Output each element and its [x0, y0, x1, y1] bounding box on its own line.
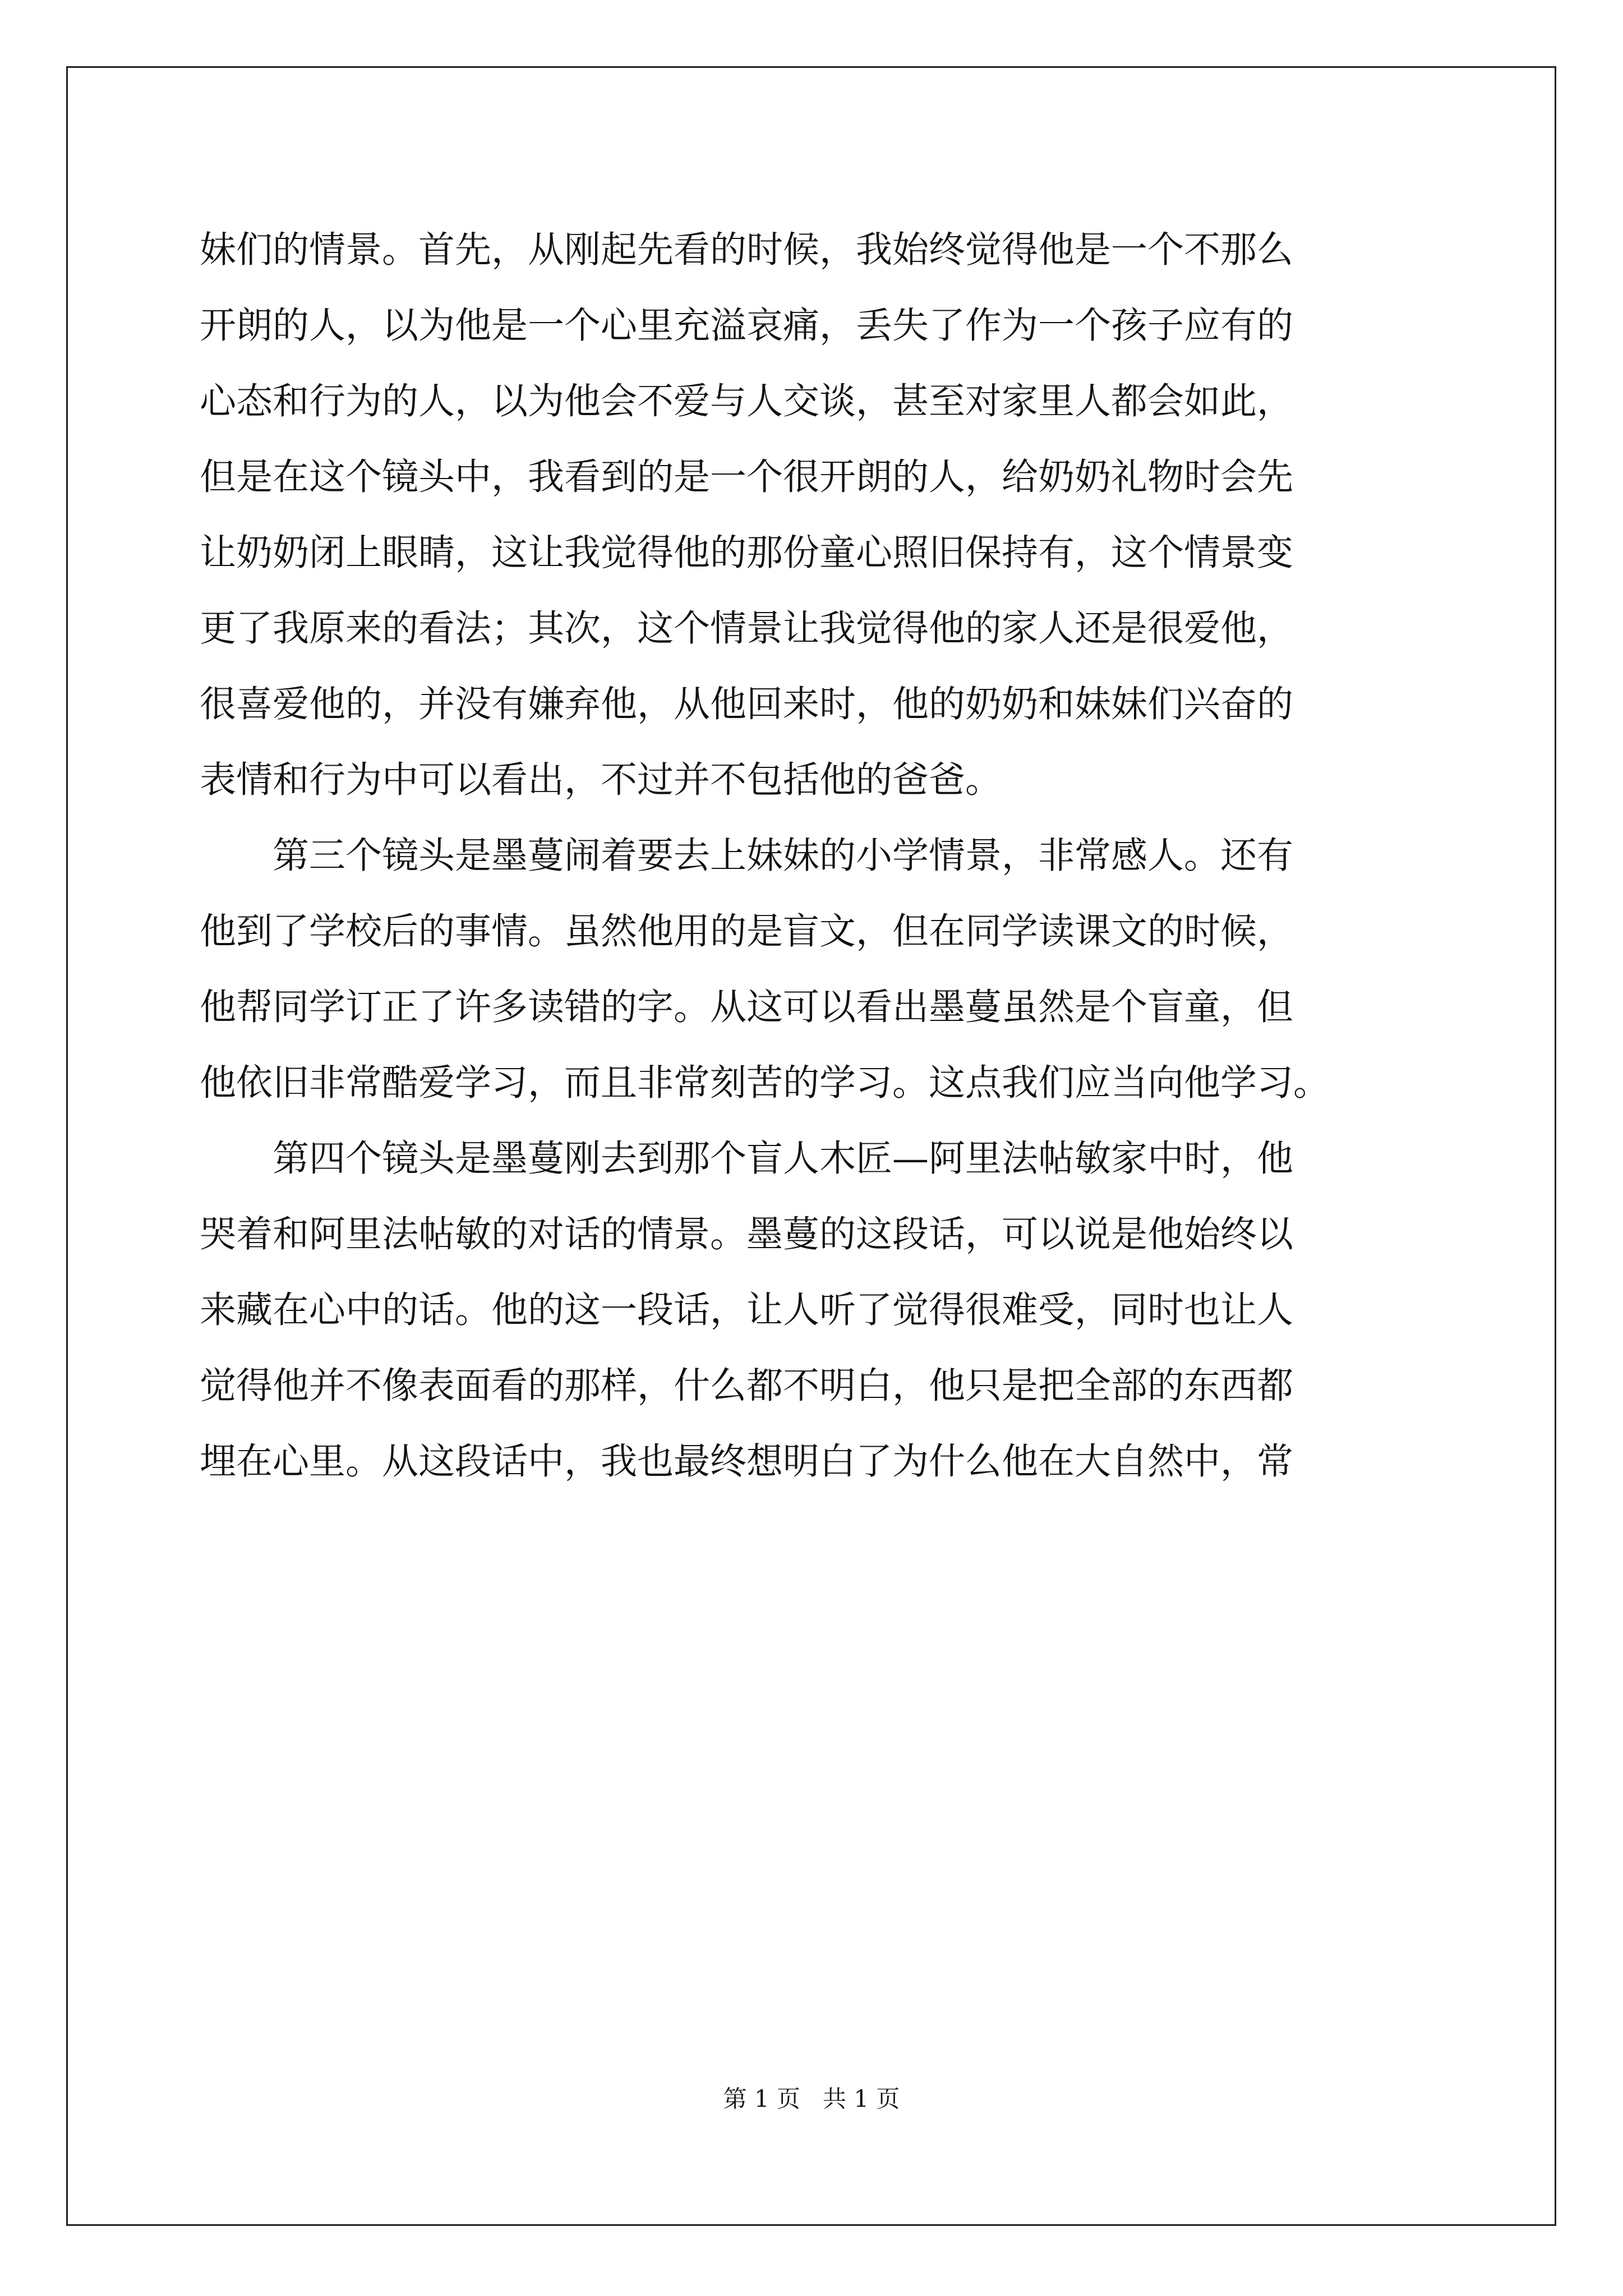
- text-line: 他到了学校后的事情。虽然他用的是盲文，但在同学读课文的时候，: [200, 910, 1294, 953]
- text-line: 埋在心里。从这段话中，我也最终想明白了为什么他在大自然中，常: [200, 1441, 1294, 1483]
- text-line: 觉得他并不像表面看的那样，什么都不明白，他只是把全部的东西都: [200, 1365, 1294, 1407]
- page-total: 共 1 页: [823, 2085, 900, 2113]
- paragraph-start-line: 第三个镜头是墨蔓闹着要去上妹妹的小学情景，非常感人。还有: [200, 835, 1294, 877]
- text-line: 但是在这个镜头中，我看到的是一个很开朗的人，给奶奶礼物时会先: [200, 456, 1294, 498]
- text-line: 来藏在心中的话。他的这一段话，让人听了觉得很难受，同时也让人: [200, 1289, 1294, 1331]
- text-line: 他依旧非常酷爱学习，而且非常刻苦的学习。这点我们应当向他学习。: [200, 1062, 1330, 1104]
- paragraph-start-line: 第四个镜头是墨蔓刚去到那个盲人木匠—阿里法帖敏家中时，他: [200, 1138, 1294, 1180]
- page-number: 第 1 页: [723, 2085, 800, 2113]
- text-line: 更了我原来的看法；其次，这个情景让我觉得他的家人还是很爱他，: [200, 608, 1294, 650]
- text-line: 他帮同学订正了许多读错的字。从这可以看出墨蔓虽然是个盲童，但: [200, 986, 1294, 1028]
- text-line: 妹们的情景。首先，从刚起先看的时候，我始终觉得他是一个不那么: [200, 229, 1294, 271]
- text-line: 表情和行为中可以看出，不过并不包括他的爸爸。: [200, 759, 1002, 801]
- text-line: 让奶奶闭上眼睛，这让我觉得他的那份童心照旧保持有，这个情景变: [200, 532, 1294, 574]
- text-line: 很喜爱他的，并没有嫌弃他，从他回来时，他的奶奶和妹妹们兴奋的: [200, 683, 1294, 725]
- text-line: 哭着和阿里法帖敏的对话的情景。墨蔓的这段话，可以说是他始终以: [200, 1213, 1294, 1255]
- page-footer: [0, 2082, 1623, 2116]
- text-line: 开朗的人，以为他是一个心里充溢哀痛，丢失了作为一个孩子应有的: [200, 305, 1294, 347]
- document-body: [200, 212, 1433, 1499]
- text-line: 心态和行为的人，以为他会不爱与人交谈，甚至对家里人都会如此，: [200, 380, 1294, 422]
